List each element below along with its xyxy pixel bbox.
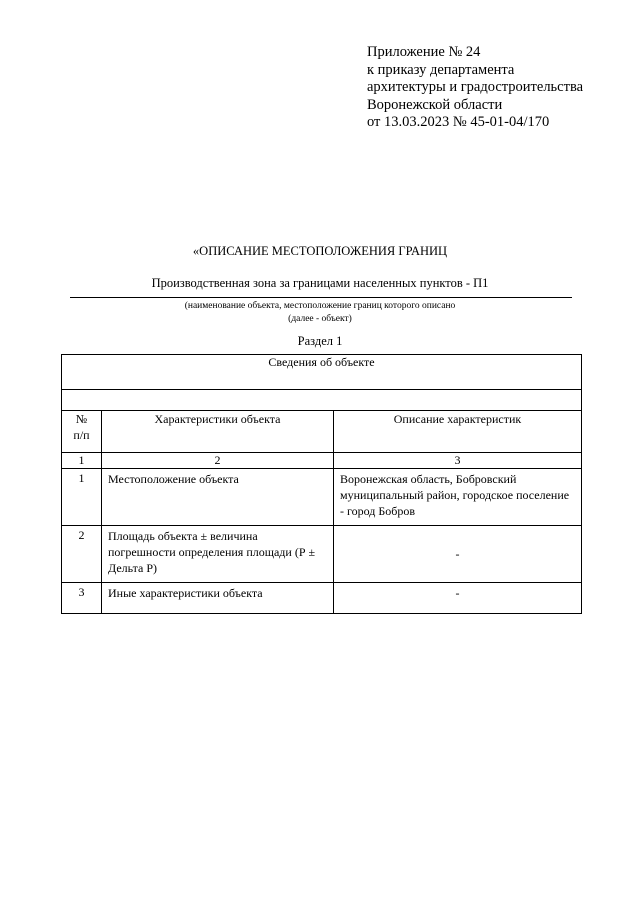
- section-label: Раздел 1: [297, 334, 343, 348]
- row-description: Воронежская область, Бобровский муниципальный район, городское поселение - город Бобров: [334, 469, 582, 526]
- empty-cell: [62, 390, 582, 411]
- appendix-line: архитектуры и градостроительства: [367, 79, 584, 95]
- object-name: Производственная зона за границами населенных пунктов - П1: [151, 276, 489, 290]
- column-number: 1: [62, 453, 102, 469]
- column-number: 2: [102, 453, 334, 469]
- appendix-line: к приказу департамента: [367, 61, 515, 78]
- row-characteristic: Местоположение объекта: [102, 469, 334, 526]
- row-number: 2: [62, 526, 102, 583]
- header-description: Описание характеристик: [334, 411, 582, 453]
- table-row: [62, 526, 582, 583]
- row-description: -: [334, 583, 582, 614]
- caption-line-2: (далее - объект): [288, 314, 352, 324]
- row-characteristic: Иные характеристики объекта: [102, 583, 334, 614]
- table-row: [62, 583, 582, 614]
- table-column-numbers-row: [62, 453, 582, 469]
- document-title: «ОПИСАНИЕ МЕСТОПОЛОЖЕНИЯ ГРАНИЦ: [192, 244, 448, 258]
- table-title-row: [62, 355, 582, 390]
- row-characteristic: Площадь объекта ± величина погрешности определения площади (Р ± Дельта Р): [102, 526, 334, 583]
- table-header-row: [62, 411, 582, 453]
- appendix-line: Воронежской области: [367, 96, 503, 113]
- appendix-block: [367, 44, 635, 132]
- row-description: -: [334, 526, 582, 583]
- table-empty-row: [62, 390, 582, 411]
- column-number: 3: [334, 453, 582, 469]
- underline-rule: [70, 297, 572, 298]
- header-number-symbol: №: [75, 412, 88, 426]
- object-name-caption: [0, 300, 640, 326]
- object-info-table: [61, 354, 582, 614]
- row-number: 1: [62, 469, 102, 526]
- appendix-line: от 13.03.2023 № 45-01-04/170: [367, 114, 550, 130]
- header-number: [62, 411, 102, 453]
- table-row: [62, 469, 582, 526]
- table-title: Сведения об объекте: [62, 355, 582, 390]
- row-number: 3: [62, 583, 102, 614]
- caption-line-1: (наименование объекта, местоположение границ которого описано: [184, 301, 456, 311]
- header-characteristics: Характеристики объекта: [102, 411, 334, 453]
- appendix-line: Приложение № 24: [367, 44, 481, 60]
- header-number-abbrev: п/п: [73, 428, 90, 442]
